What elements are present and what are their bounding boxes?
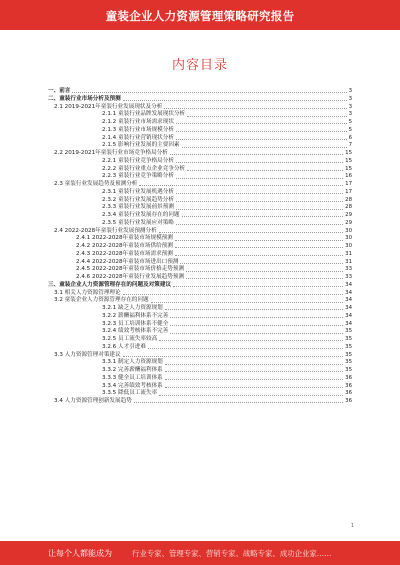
toc-entry-page: 3	[348, 111, 352, 118]
toc-leader-dots	[176, 139, 347, 140]
toc-entry-page: 29	[345, 212, 352, 218]
toc-entry-page: 15	[345, 157, 352, 164]
toc-entry[interactable]	[48, 88, 352, 96]
toc-entry-label: 2.2.1 童装行业竞争格局分析	[102, 157, 174, 164]
toc-entry[interactable]	[48, 344, 352, 352]
toc-heading: 内容目录	[171, 58, 228, 73]
toc-entry-page: 36	[345, 382, 352, 389]
toc-entry-label: 2.3.1 童装行业发展机遇分析	[102, 188, 174, 195]
toc-entry-label: 3.3.5 降低员工流失率	[102, 390, 158, 397]
toc-entry-label: 2.4 2022-2028年童装行业发展预测分析	[54, 227, 157, 234]
toc-leader-dots	[148, 348, 343, 349]
toc-leader-dots	[164, 108, 346, 109]
toc-leader-dots	[175, 247, 343, 248]
toc-leader-dots	[170, 325, 343, 326]
toc-entry[interactable]	[48, 297, 352, 305]
toc-entry-page: 30	[345, 235, 352, 242]
toc-entry-page: 3	[348, 95, 352, 102]
report-title: 童装企业人力资源管理策略研究报告	[105, 9, 295, 23]
toc-entry[interactable]	[48, 111, 352, 119]
toc-entry-label: 2.1.4 童装行业营销现状分析	[102, 134, 174, 141]
toc-entry-page: 34	[345, 320, 352, 327]
toc-entry-page: 34	[345, 297, 352, 304]
toc-leader-dots	[123, 356, 344, 357]
toc-leader-dots	[187, 170, 343, 171]
toc-entry[interactable]	[48, 181, 352, 189]
footer-bar	[0, 541, 400, 565]
toc-entry[interactable]	[48, 274, 352, 282]
toc-entry-page: 3	[348, 88, 352, 94]
toc-leader-dots	[176, 178, 343, 179]
toc-leader-dots	[170, 333, 343, 334]
toc-entry-label: 3.3.1 制定人力资源规划	[102, 359, 163, 366]
toc-entry[interactable]	[48, 266, 352, 274]
toc-leader-dots	[151, 302, 344, 303]
toc-entry[interactable]	[48, 251, 352, 259]
toc-entry[interactable]	[48, 398, 352, 406]
toc-entry-page: 6	[348, 134, 352, 141]
toc-leader-dots	[175, 255, 343, 256]
toc-entry[interactable]	[48, 189, 352, 197]
toc-entry-label: 2.1.2 童装行业市场需求现状	[102, 119, 174, 125]
toc-entry-label: 2.1.5 影响行业发展的主要因素	[102, 142, 180, 149]
toc-entry-label: 二、童装行业市场分析及预测	[48, 95, 121, 102]
toc-entry-label: 2.4.2 2022-2028年童装市场供给预测	[76, 243, 173, 249]
toc-entry[interactable]	[48, 243, 352, 251]
toc-entry-page: 5	[348, 126, 352, 133]
toc-leader-dots	[186, 271, 343, 272]
toc-entry-label: 3.2.2 薪酬福利体系不完善	[102, 312, 169, 319]
toc-entry-page: 17	[345, 181, 352, 187]
toc-entry-page: 29	[345, 219, 352, 226]
toc-entry-label: 2.2.3 童装行业竞争策略分析	[102, 173, 174, 180]
toc-leader-dots	[187, 116, 346, 117]
toc-leader-dots	[134, 402, 343, 403]
toc-entry[interactable]	[48, 321, 352, 329]
toc-entry-page: 35	[345, 328, 352, 335]
toc-entry-label: 2.3.3 童装行业发展前景预测	[102, 204, 174, 211]
toc-leader-dots	[165, 364, 343, 365]
toc-entry[interactable]	[48, 367, 352, 375]
toc-entry[interactable]	[48, 197, 352, 205]
toc-entry-page: 31	[345, 250, 352, 257]
toc-entry[interactable]	[48, 390, 352, 398]
toc-entry-label: 3.2.4 绩效考核体系不完善	[102, 328, 169, 335]
toc-entry-page: 35	[345, 351, 352, 358]
toc-leader-dots	[176, 123, 347, 124]
toc-entry-label: 3.4 人力资源管理创新发展趋势	[54, 398, 132, 404]
toc-entry[interactable]	[48, 375, 352, 383]
toc-entry-page: 30	[345, 243, 352, 249]
toc-entry[interactable]	[48, 220, 352, 228]
toc-entry-page: 30	[345, 227, 352, 234]
toc-entry-page: 28	[345, 196, 352, 203]
toc-entry-label: 2.4.5 2022-2028年童装市场价格走势预测	[76, 266, 185, 273]
toc-leader-dots	[170, 317, 343, 318]
toc-entry-label: 2.3.5 童装行业发展应对策略	[102, 219, 174, 226]
toc-entry[interactable]	[48, 328, 352, 336]
toc-entry-page: 15	[345, 165, 352, 172]
toc-entry-label: 3.2.3 员工培训体系不健全	[102, 320, 169, 327]
toc-leader-dots	[175, 240, 343, 241]
toc-entry-page: 3	[348, 103, 352, 110]
toc-leader-dots	[182, 216, 344, 217]
toc-entry-label: 3.1 相关人力资源管理理论	[54, 289, 121, 296]
toc-entry-page: 33	[345, 266, 352, 273]
page-number: 1	[350, 523, 354, 529]
toc-entry[interactable]	[48, 135, 352, 143]
toc-leader-dots	[176, 131, 347, 132]
toc-leader-dots	[165, 387, 343, 388]
toc-entry[interactable]	[48, 119, 352, 127]
toc-entry-page: 34	[345, 312, 352, 319]
toc-leader-dots	[182, 147, 347, 148]
toc-entry-page: 28	[345, 204, 352, 211]
toc-entry[interactable]	[48, 313, 352, 321]
toc-leader-dots	[72, 92, 346, 93]
toc-leader-dots	[165, 379, 343, 380]
toc-leader-dots	[165, 309, 343, 310]
toc-entry-page: 36	[345, 390, 352, 397]
toc-entry[interactable]	[48, 305, 352, 313]
toc-entry[interactable]	[48, 96, 352, 104]
toc-entry-label: 2.3.2 童装行业发展趋势分析	[102, 196, 174, 203]
toc-leader-dots	[170, 154, 343, 155]
toc-leader-dots	[176, 162, 343, 163]
toc-entry-label: 2.2.2 童装行业重点企业竞争分析	[102, 165, 186, 172]
toc-entry[interactable]	[48, 336, 352, 344]
toc-entry-page: 34	[345, 281, 352, 288]
toc-entry-label: 2.1.3 童装行业市场规模分析	[102, 126, 174, 133]
toc-entry[interactable]	[48, 352, 352, 360]
toc-leader-dots	[180, 263, 343, 264]
toc-entry-page: 7	[348, 142, 352, 149]
footer-slogan: 让每个人都能成为	[48, 549, 112, 558]
toc-entry-label: 3.3.2 完善薪酬福利体系	[102, 367, 163, 373]
toc-entry-label: 3.2.1 缺乏人力资源规划	[102, 305, 163, 311]
toc-entry-page: 5	[348, 119, 352, 125]
toc-entry[interactable]	[48, 235, 352, 243]
toc-entry-label: 2.4.6 2022-2028年童装行业发展趋势预测	[76, 274, 185, 280]
toc-entry[interactable]	[48, 204, 352, 212]
toc-entry-page: 34	[345, 305, 352, 311]
toc-entry-page: 35	[345, 359, 352, 366]
toc-entry-page: 35	[345, 343, 352, 350]
toc-leader-dots	[176, 193, 343, 194]
toc-entry[interactable]	[48, 359, 352, 367]
toc-leader-dots	[159, 232, 343, 233]
toc-entry-label: 2.1 2019-2021年童装行业发展现状及分析	[54, 103, 163, 110]
toc-entry-label: 一、前言	[48, 88, 71, 94]
toc-entry[interactable]	[48, 142, 352, 150]
toc-entry-label: 3.2 童装企业人力资源管理存在的问题	[54, 297, 149, 304]
toc-entry-page: 36	[345, 374, 352, 381]
toc-entry-page: 34	[345, 289, 352, 296]
toc-entry-label: 2.3 童装行业发展趋势及预测分析	[54, 181, 138, 187]
toc-entry[interactable]	[48, 104, 352, 112]
toc-leader-dots	[186, 278, 343, 279]
toc-leader-dots	[176, 201, 343, 202]
toc-entry-label: 3.2.5 员工流失率较高	[102, 336, 158, 342]
toc-entry-label: 2.3.4 童装行业发展存在的问题	[102, 212, 180, 218]
toc-leader-dots	[165, 371, 343, 372]
toc-entry-label: 2.4.4 2022-2028年童装市场进出口预测	[76, 258, 179, 265]
toc-entry-label: 3.3 人力资源管理对策建议	[54, 351, 121, 358]
toc-leader-dots	[123, 294, 344, 295]
toc-leader-dots	[173, 286, 343, 287]
toc-entry[interactable]	[48, 127, 352, 135]
toc-entry[interactable]	[48, 173, 352, 181]
toc-entry-page: 35	[345, 336, 352, 342]
header-bar	[0, 0, 400, 30]
toc-entry-label: 三、童装企业人力资源管理存在的问题及对策建议	[48, 281, 172, 288]
toc-entry[interactable]	[48, 282, 352, 290]
toc-entry[interactable]	[48, 150, 352, 158]
toc-entry[interactable]	[48, 158, 352, 166]
toc-entry-page: 35	[345, 367, 352, 373]
toc-entry[interactable]	[48, 166, 352, 174]
table-of-contents	[48, 88, 352, 406]
toc-entry-label: 2.2 2019-2021年童装行业市场竞争格局分析	[54, 150, 168, 156]
toc-entry-page: 15	[345, 150, 352, 156]
toc-entry-page: 33	[345, 274, 352, 280]
toc-leader-dots	[176, 209, 343, 210]
toc-entry-label: 2.4.1 2022-2028年童装市场规模预测	[76, 235, 173, 242]
toc-entry[interactable]	[48, 383, 352, 391]
footer-tagline: 行业专家、管理专家、营销专家、战略专家、成功企业家……	[132, 549, 332, 558]
toc-entry-page: 36	[345, 398, 352, 404]
toc-entry-label: 2.1.1 童装行业品牌发展现状分析	[102, 111, 186, 118]
toc-entry-page: 17	[345, 188, 352, 195]
toc-entry-label: 3.2.6 人才引进难	[102, 343, 146, 350]
toc-entry-label: 3.3.3 健全员工培训体系	[102, 374, 163, 381]
toc-entry[interactable]	[48, 212, 352, 220]
toc-entry-page: 16	[345, 173, 352, 180]
toc-entry-label: 2.4.3 2022-2028年童装市场需求预测	[76, 250, 173, 257]
toc-leader-dots	[159, 340, 343, 341]
toc-leader-dots	[159, 395, 343, 396]
toc-leader-dots	[176, 224, 343, 225]
toc-entry-label: 3.3.4 完善绩效考核体系	[102, 382, 163, 389]
toc-entry-page: 31	[345, 258, 352, 265]
toc-leader-dots	[139, 185, 343, 186]
toc-leader-dots	[123, 100, 347, 101]
